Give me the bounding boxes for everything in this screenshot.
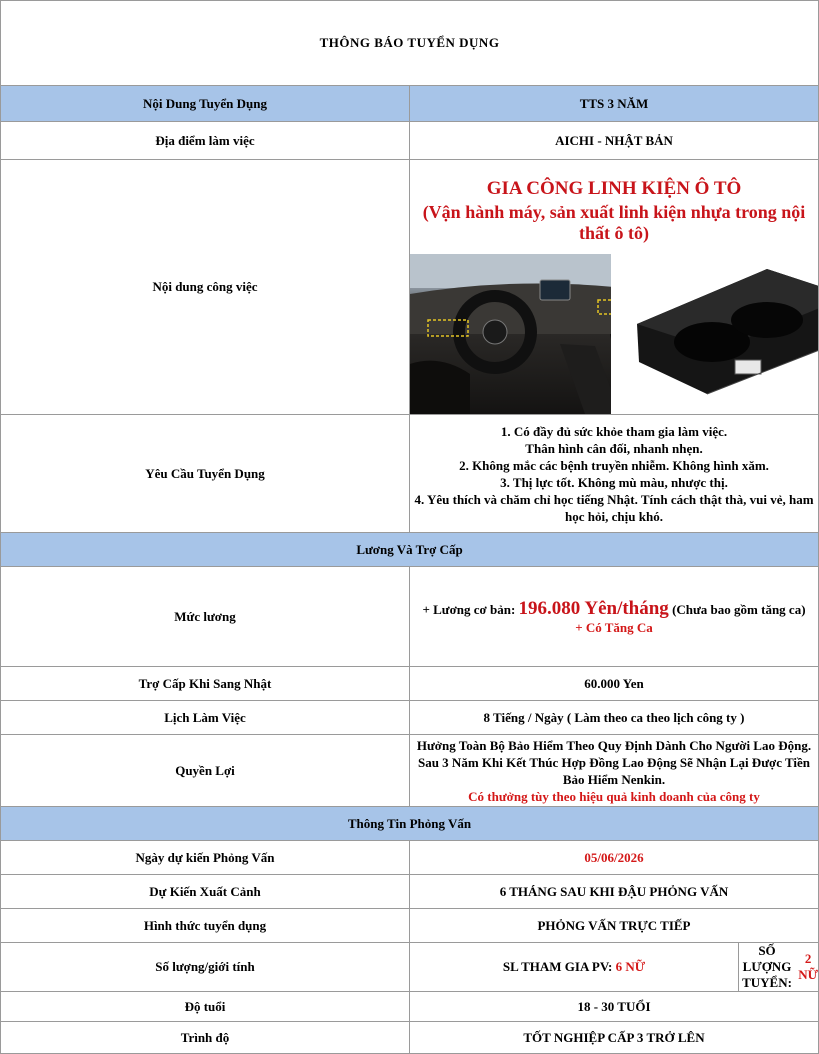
- salary-amount: 196.080 Yên/tháng: [518, 597, 669, 619]
- benefit-line: Sau 3 Năm Khi Kết Thúc Hợp Đồng Lao Động Sẽ Nhận Lại Được Tiền Bảo Hiểm Nenkin.: [417, 754, 811, 787]
- label-job: Nội dung công việc: [1, 160, 410, 415]
- row-benefits: [1, 735, 819, 807]
- label-interview-date: Ngày dự kiến Phỏng Vấn: [1, 841, 410, 875]
- label-departure: Dự Kiến Xuất Cảnh: [1, 875, 410, 909]
- job-images: [410, 254, 818, 414]
- value-method: PHỎNG VẤN TRỰC TIẾP: [410, 909, 819, 943]
- requirement-line: 4. Yêu thích và chăm chỉ học tiếng Nhật. Tính cách thật thà, vui vẻ, ham học hỏi, chịu khó.: [414, 491, 814, 524]
- value-education: TỐT NGHIỆP CẤP 3 TRỞ LÊN: [410, 1022, 819, 1054]
- quantity-cell: [410, 943, 819, 992]
- requirements-cell: [410, 415, 819, 533]
- label-age: Độ tuổi: [1, 992, 410, 1022]
- value-schedule: 8 Tiếng / Ngày ( Làm theo ca theo lịch công ty ): [410, 701, 819, 735]
- requirement-line: 2. Không mắc các bệnh truyền nhiễm. Không hình xăm.: [459, 457, 769, 473]
- salary-section-heading: Lương Và Trợ Cấp: [1, 533, 819, 567]
- value-allowance: 60.000 Yen: [410, 667, 819, 701]
- row-location: [1, 122, 819, 160]
- label-location: Địa điểm làm việc: [1, 122, 410, 160]
- row-interview-section: [1, 807, 819, 841]
- quantity-left-value: 6 NỮ: [615, 959, 646, 974]
- row-schedule: [1, 701, 819, 735]
- benefits-cell: [410, 735, 819, 807]
- row-job: [1, 160, 819, 415]
- quantity-left: [410, 943, 739, 991]
- value-age: 18 - 30 TUỔI: [410, 992, 819, 1022]
- label-quantity: Số lượng/giới tính: [1, 943, 410, 992]
- requirement-line: 1. Có đầy đủ sức khỏe tham gia làm việc.: [500, 423, 728, 439]
- label-allowance: Trợ Cấp Khi Sang Nhật: [1, 667, 410, 701]
- quantity-right-value: 2 NỮ: [798, 951, 818, 982]
- interview-section-heading: Thông Tin Phỏng Vấn: [1, 807, 819, 841]
- benefit-line: Có thưởng tùy theo hiệu quả kinh doanh của công ty: [468, 788, 760, 804]
- quantity-right: [739, 943, 818, 991]
- row-salary: [1, 567, 819, 667]
- row-content: [1, 86, 819, 122]
- value-interview-date: 05/06/2026: [410, 841, 819, 875]
- salary-cell: [410, 567, 819, 667]
- row-allowance: [1, 667, 819, 701]
- benefit-line: Hưởng Toàn Bộ Bảo Hiểm Theo Quy Định Dành Cho Người Lao Động.: [416, 737, 812, 753]
- label-benefits: Quyền Lợi: [1, 735, 410, 807]
- row-interview-date: [1, 841, 819, 875]
- label-method: Hình thức tuyển dụng: [1, 909, 410, 943]
- label-schedule: Lịch Làm Việc: [1, 701, 410, 735]
- value-content: TTS 3 NĂM: [410, 86, 819, 122]
- row-departure: [1, 875, 819, 909]
- car-interior-photo: [410, 254, 611, 414]
- row-education: [1, 1022, 819, 1054]
- row-quantity: [1, 943, 819, 992]
- job-headline: GIA CÔNG LINH KIỆN Ô TÔ: [486, 178, 742, 199]
- requirement-line: Thân hình cân đối, nhanh nhẹn.: [525, 440, 703, 456]
- row-salary-section: [1, 533, 819, 567]
- plastic-part-photo: [617, 254, 818, 414]
- row-requirements: [1, 415, 819, 533]
- salary-overtime: + Có Tăng Ca: [575, 619, 653, 635]
- requirement-line: 3. Thị lực tốt. Không mù màu, nhược thị.: [500, 474, 728, 490]
- value-departure: 6 THÁNG SAU KHI ĐẬU PHỎNG VẤN: [410, 875, 819, 909]
- job-subline: (Vận hành máy, sản xuất linh kiện nhựa trong nội thất ô tô): [422, 202, 806, 243]
- quantity-right-prefix: SỐ LƯỢNG TUYỂN:: [742, 943, 792, 990]
- row-method: [1, 909, 819, 943]
- label-content: Nội Dung Tuyển Dụng: [1, 86, 410, 122]
- value-location: AICHI - NHẬT BẢN: [410, 122, 819, 160]
- page-title: THÔNG BÁO TUYỂN DỤNG: [1, 1, 819, 86]
- job-cell: [410, 160, 819, 415]
- row-age: [1, 992, 819, 1022]
- label-education: Trình độ: [1, 1022, 410, 1054]
- salary-note: (Chưa bao gồm tăng ca): [672, 601, 806, 617]
- label-requirements: Yêu Cầu Tuyển Dụng: [1, 415, 410, 533]
- label-salary: Mức lương: [1, 567, 410, 667]
- salary-prefix: + Lương cơ bản:: [422, 601, 516, 617]
- quantity-left-prefix: SL THAM GIA PV:: [502, 959, 613, 974]
